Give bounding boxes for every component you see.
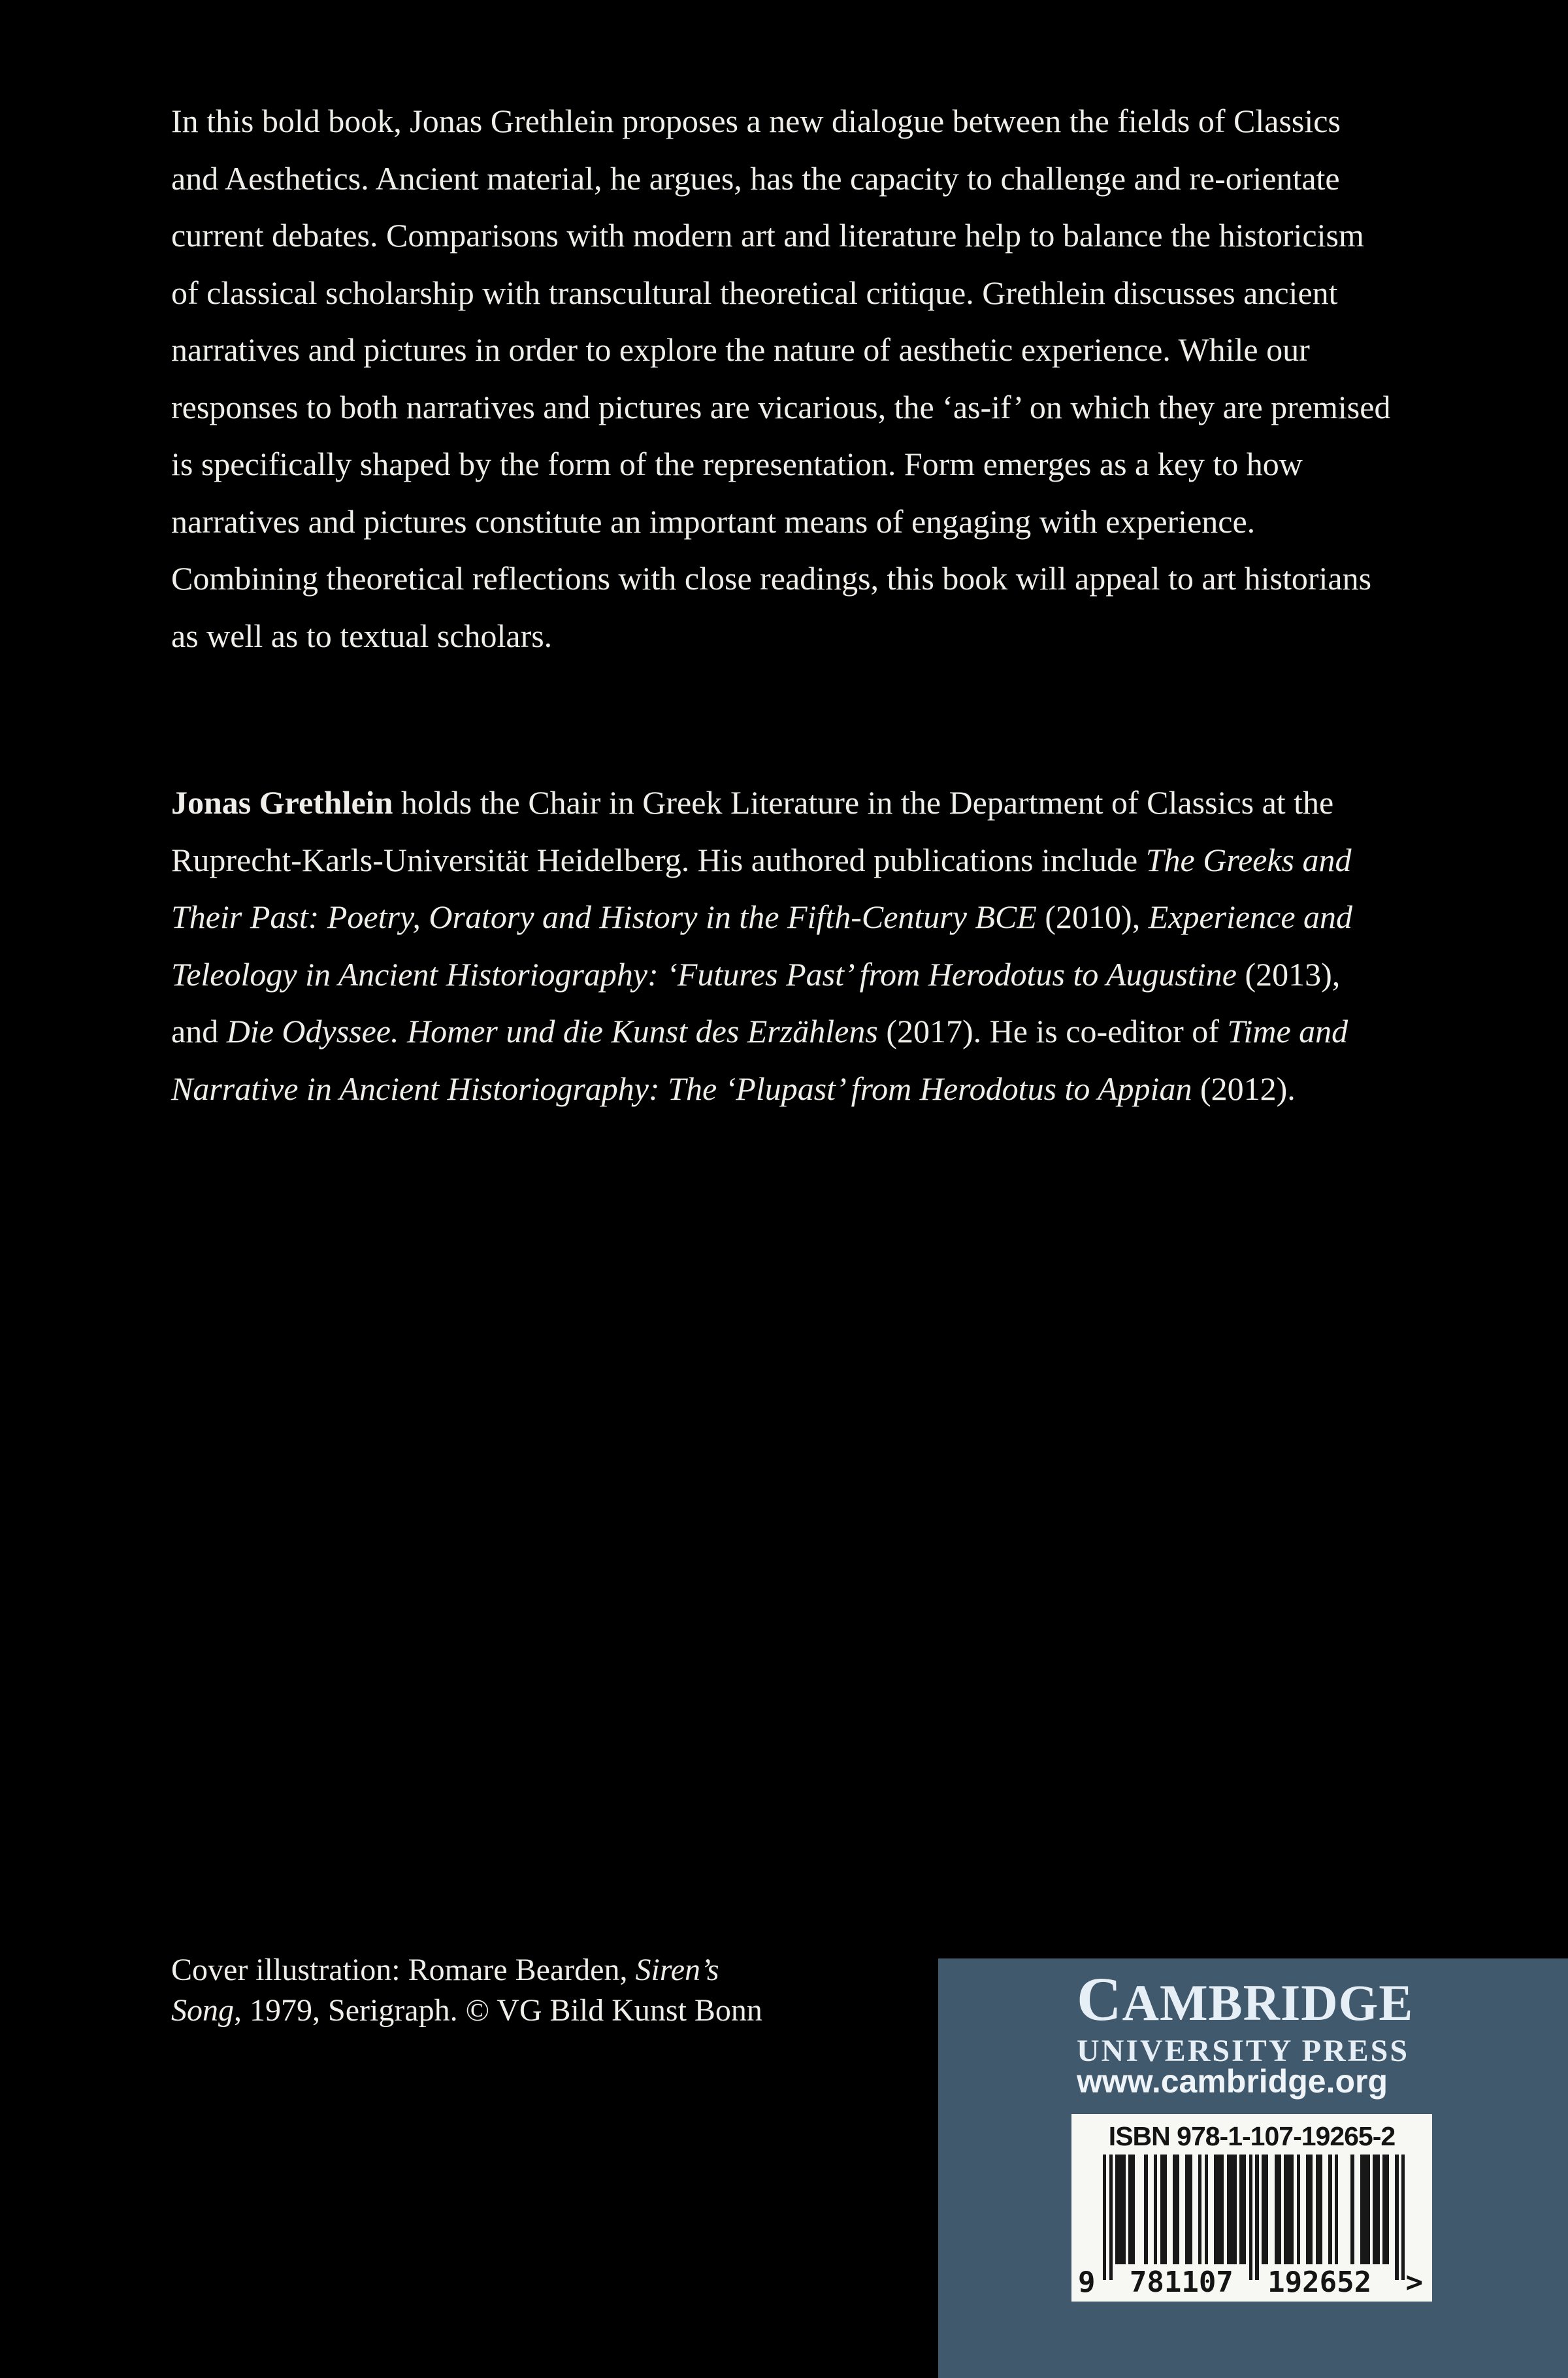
cover-credit-text: Cover illustration: Romare Bearden, Siren’s Song, 1979, Serigraph. © VG Bild Kunst Bonn [171, 1953, 762, 2028]
author-bio-text: Jonas Grethlein holds the Chair in Greek Literature in the Department of Classics at the Ruprecht-Karls-Universität Heidelberg. His authored publications include The Greeks and Their Past: Poetry, Oratory and History in the Fifth-Century BCE (2010), Experience and Teleology in Ancient Historiography: ‘Futures Past’ from Herodotus to Augustine (2013), and Die Odyssee. Homer und die Kunst des Erzählens (2017). He is co-editor of Time and Narrative in Ancient Historiography: The ‘Plupast’ from Herodotus to Appian (2012). [171, 784, 1353, 1107]
publisher-panel [938, 1958, 1568, 2378]
synopsis-text: In this bold book, Jonas Grethlein proposes a new dialogue between the fields of Classics and Aesthetics. Ancient material, he argues, has the capacity to challenge and re-orientate current debates. Comparisons with modern art and literature help to balance the historicism of classical scholarship with transcultural theoretical critique. Grethlein discusses ancient narratives and pictures in order to explore the nature of aesthetic experience. While our responses to both narratives and pictures are vicarious, the ‘as-if’ on which they are premised is specifically shaped by the form of the representation. Form emerges as a key to how narratives and pictures constitute an important means of engaging with experience. Combining theoretical reflections with close readings, this book will appeal to art historians as well as to textual scholars. [171, 103, 1391, 654]
publisher-website-url: www.cambridge.org [1077, 2063, 1388, 2100]
isbn-number-label: ISBN 978-1-107-19265-2 [1108, 2121, 1396, 2151]
isbn-barcode-box [1071, 2114, 1432, 2302]
university-press-label: UNIVERSITY PRESS [1077, 2034, 1410, 2068]
barcode-digits: 9 781107 192652 > [1078, 2266, 1423, 2299]
cambridge-wordmark: CAMBRIDGE [1077, 1964, 1414, 2034]
ean13-barcode-icon [1103, 2155, 1405, 2264]
